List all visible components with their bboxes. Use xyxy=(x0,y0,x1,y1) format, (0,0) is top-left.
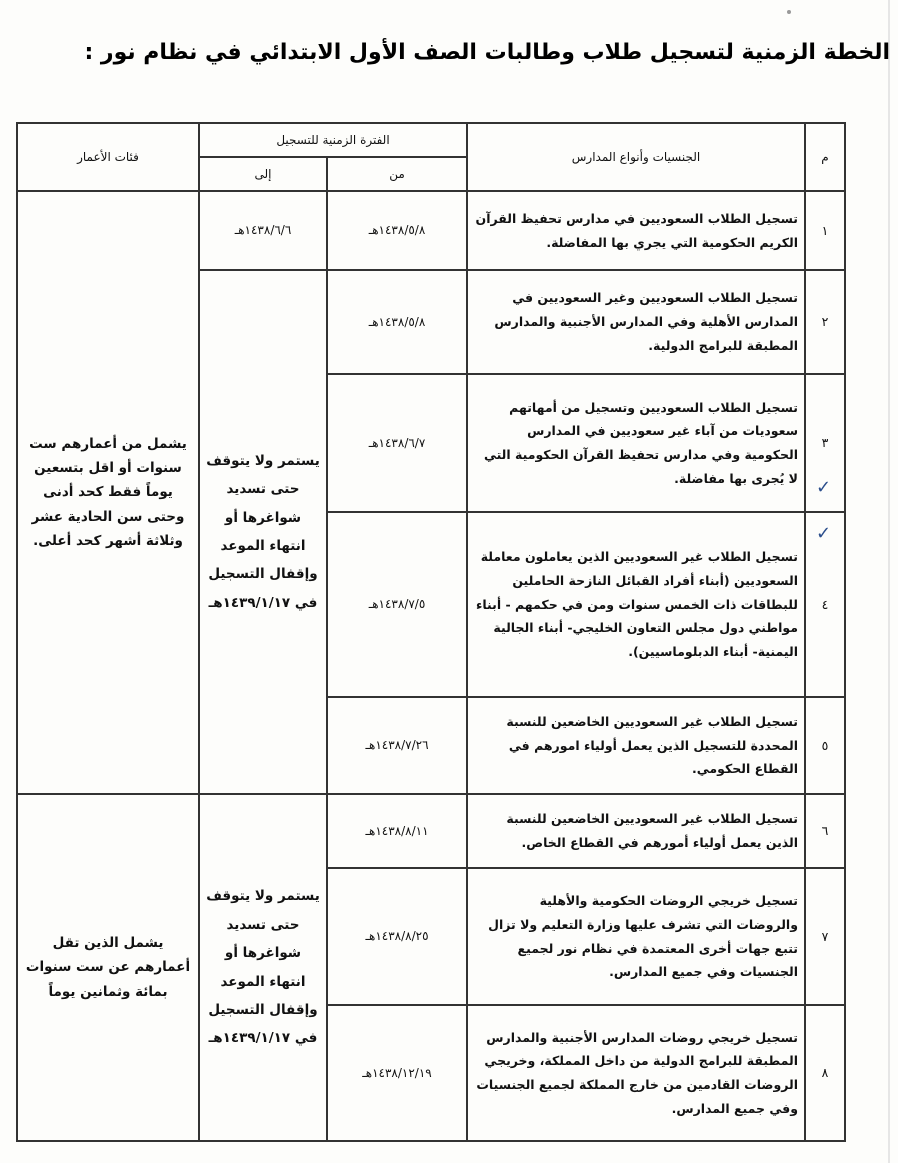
row-number: ٦ xyxy=(805,794,845,868)
age-group-1: يشمل من أعمارهم ست سنوات أو اقل بتسعين يوماً فقط كحد أدنى وحتى سن الحادية عشر وثلاثة أشهر كحد أعلى. xyxy=(17,191,199,794)
row-description: تسجيل الطلاب غير السعوديين الخاضعين للنسبة المحددة للتسجيل الذين يعمل أولياء امورهم في القطاع الحكومي. xyxy=(467,697,805,794)
row-number-value: ٤ xyxy=(821,596,829,612)
header-row xyxy=(17,123,845,157)
group-2-to: يستمر ولا يتوقف حتى تسديد شواغرها أو انتهاء الموعد وإقفال التسجيل في ١٤٣٩/١/١٧هـ xyxy=(199,794,327,1141)
row-number xyxy=(805,512,845,697)
row-number-value: ٣ xyxy=(821,435,829,451)
row-description: تسجيل خريجي الروضات الحكومية والأهلية والروضات التي تشرف عليها وزارة التعليم ولا تزال تتبع جهات أخرى المعتمدة في نظام نور لجميع الجنسيات وفي جميع المدارس. xyxy=(467,868,805,1005)
page-title: الخطة الزمنية لتسجيل طلاب وطالبات الصف الأول الابتدائي في نظام نور : xyxy=(84,40,890,65)
row-from-date: ١٤٣٨/١٢/١٩هـ xyxy=(327,1005,467,1141)
page-edge xyxy=(888,0,890,1163)
row-description: تسجيل خريجي روضات المدارس الأجنبية والمدارس المطبقة للبرامج الدولية من داخل المملكة، وخريجي الروضات القادمين من خارج المملكة لجميع الجنسيات وفي جميع المدارس. xyxy=(467,1005,805,1141)
header-ages: فئات الأعمار xyxy=(17,123,199,191)
age-group-2: يشمل الذين تقل أعمارهم عن ست سنوات بمائة وثمانين يوماً xyxy=(17,794,199,1141)
row-from-date: ١٤٣٨/٥/٨هـ xyxy=(327,191,467,270)
row-number xyxy=(805,374,845,512)
registration-schedule-table xyxy=(16,122,846,1142)
row-from-date: ١٤٣٨/٨/١١هـ xyxy=(327,794,467,868)
row-number: ٥ xyxy=(805,697,845,794)
row-from-date: ١٤٣٨/٧/٥هـ xyxy=(327,512,467,697)
check-mark-icon: ✓ xyxy=(816,476,832,498)
row-description: تسجيل الطلاب السعوديين وغير السعوديين في المدارس الأهلية وفي المدارس الأجنبية والمدارس المطبقة للبرامج الدولية. xyxy=(467,270,805,374)
header-from: من xyxy=(327,157,467,191)
speck xyxy=(787,10,791,14)
header-types: الجنسيات وأنواع المدارس xyxy=(467,123,805,191)
group-1-to: يستمر ولا يتوقف حتى تسديد شواغرها أو انتهاء الموعد وإقفال التسجيل في ١٤٣٩/١/١٧هـ xyxy=(199,270,327,794)
row-from-date: ١٤٣٨/٧/٢٦هـ xyxy=(327,697,467,794)
header-num: م xyxy=(805,123,845,191)
row-from-date: ١٤٣٨/٨/٢٥هـ xyxy=(327,868,467,1005)
row-number: ١ xyxy=(805,191,845,270)
row-to-date: ١٤٣٨/٦/٦هـ xyxy=(199,191,327,270)
check-mark-icon: ✓ xyxy=(816,523,832,544)
row-from-date: ١٤٣٨/٥/٨هـ xyxy=(327,270,467,374)
row-description: تسجيل الطلاب غير السعوديين الخاضعين للنسبة الذين يعمل أولياء أمورهم في القطاع الخاص. xyxy=(467,794,805,868)
table-row xyxy=(17,191,845,270)
row-number: ٨ xyxy=(805,1005,845,1141)
row-description: تسجيل الطلاب السعوديين في مدارس تحفيظ القرآن الكريم الحكومية التي يجري بها المفاضلة. xyxy=(467,191,805,270)
row-from-date: ١٤٣٨/٦/٧هـ xyxy=(327,374,467,512)
row-description: تسجيل الطلاب غير السعوديين الذين يعاملون معاملة السعوديين (أبناء أفراد القبائل النازحة الحاملين للبطاقات ذات الخمس سنوات ومن في حكمهم - أبناء مواطني دول مجلس التعاون الخليجي- أبناء الجالية اليمنية- أبناء الدبلوماسيين). xyxy=(467,512,805,697)
table-row xyxy=(17,794,845,868)
header-to: إلى xyxy=(199,157,327,191)
row-description: تسجيل الطلاب السعوديين وتسجيل من أمهاتهم سعوديات من آباء غير سعوديين في المدارس الحكومية وفي مدارس تحفيظ القرآن الحكومية التي لا يُجرى بها مفاضلة. xyxy=(467,374,805,512)
row-number: ٧ xyxy=(805,868,845,1005)
row-number: ٢ xyxy=(805,270,845,374)
header-period: الفترة الزمنية للتسجيل xyxy=(199,123,467,157)
